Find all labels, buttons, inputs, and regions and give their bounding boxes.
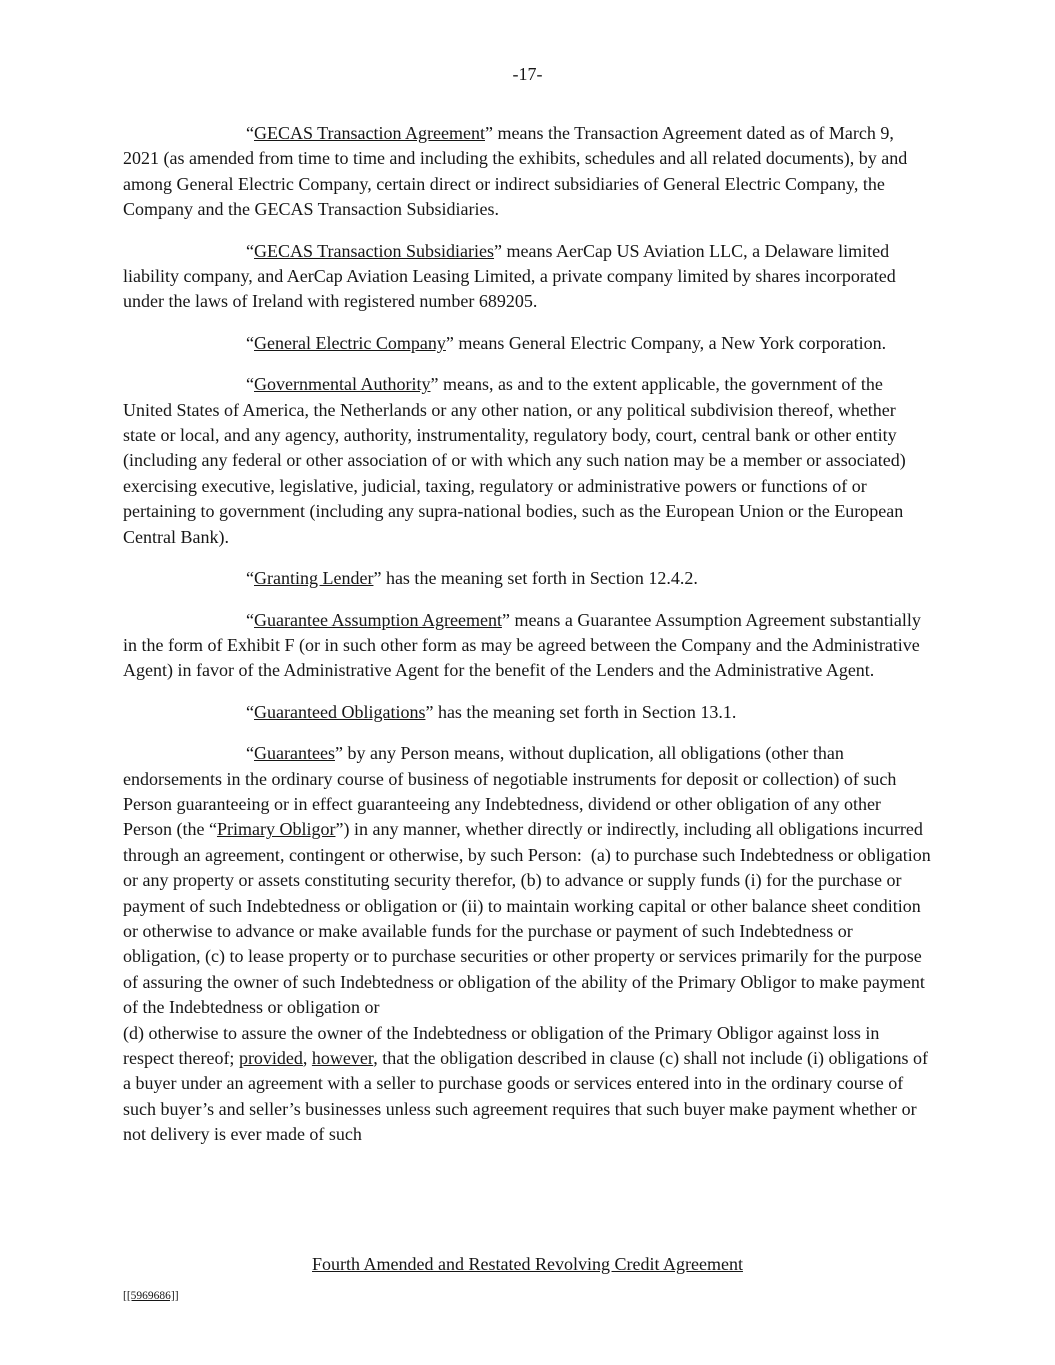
text-run: (d) otherwise to assure the owner of the Indebtedness or obligation of the Primary Obligor against loss in respect thereof;	[123, 1022, 880, 1068]
defined-term: GECAS Transaction Subsidiaries	[254, 240, 495, 261]
defined-term: Granting Lender	[254, 568, 374, 589]
text-run: , that the obligation described in clause (c) shall not include (i) obligations of a buyer under an agreement with a seller to purchase goods or services entered into in the ordinary course of such buyer’s and seller’s businesses unless such agreement requires that such buyer make payment whether or not delivery is ever made of such	[123, 1048, 929, 1145]
definition-paragraph	[123, 331, 931, 356]
text-run: “	[246, 609, 254, 630]
defined-term: Guaranteed Obligations	[254, 701, 426, 722]
definition-paragraph	[123, 700, 931, 725]
defined-term: Primary Obligor	[216, 819, 336, 840]
text-run: “	[246, 123, 254, 143]
text-run: ” means, as and to the extent applicable, the government of the United States of America, the Netherlands or any other nation, or any political subdivision thereof, whether state or local, and any agency, authority, instrumentality, regulatory body, court, central bank or other entity (including any federal or other association of or with which any such nation may be a member or associated) exercising executive, legislative, judicial, taxing, regulatory or administrative powers or functions of or pertaining to government (including any supra-national bodies, such as the European Union or the European Central Bank).	[123, 374, 906, 547]
document-id-stamp: [[5969686]]	[123, 1290, 179, 1302]
defined-term: Guarantees	[254, 743, 335, 764]
text-run: “	[246, 374, 254, 395]
defined-term: Governmental Authority	[254, 374, 431, 395]
definition-paragraph	[123, 372, 931, 550]
document-body	[123, 121, 931, 1164]
text-run: ” means a Guarantee Assumption Agreement substantially in the form of Exhibit F (or in such other form as may be agreed between the Company and the Administrative Agent) in favor of the Administrative Agent for the benefit of the Lenders and the Administrative Agent.	[123, 609, 921, 681]
definition-paragraph	[123, 608, 931, 684]
definition-paragraph	[123, 741, 931, 1148]
text-run: ”) in any manner, whether directly or indirectly, including all obligations incurred through an agreement, contingent or otherwise, by such Person: (a) to purchase such Indebtedness or obligation or any property or assets constituting security therefor, (b) to advance or supply funds (i) for the purchase or payment of such Indebtedness or obligation or (ii) to maintain working capital or other balance sheet condition or otherwise to advance or make available funds for the purchase or payment of such Indebtedness or obligation, (c) to lease property or to purchase securities or other property or services primarily for the purpose of assuring the owner of such Indebtedness or obligation of the ability of the Primary Obligor to make payment of the Indebtedness or obligation or	[123, 819, 931, 1018]
defined-term: Guarantee Assumption Agreement	[254, 609, 502, 630]
footer-title: Fourth Amended and Restated Revolving Credit Agreement	[312, 1254, 743, 1274]
text-run: “	[246, 743, 254, 764]
text-run: ” by any Person means, without duplication, all obligations (other than endorsements in the ordinary course of business of negotiable instruments for deposit or collection) of such Person guaranteeing or in effect guaranteeing any Indebtedness, dividend or other obligation of any other Person (the “	[123, 743, 897, 840]
definition-paragraph	[123, 566, 931, 591]
defined-term: provided	[238, 1048, 303, 1068]
defined-term: GECAS Transaction Agreement	[254, 123, 485, 143]
text-run: ” has the meaning set forth in Section 13.1.	[425, 701, 737, 722]
text-run: ,	[302, 1048, 312, 1068]
page-number: -17-	[512, 64, 543, 84]
definition-paragraph	[123, 239, 931, 315]
text-run: “	[246, 332, 254, 353]
text-run: ” has the meaning set forth in Section 12.4.2.	[373, 568, 698, 589]
text-run: “	[246, 240, 254, 261]
definition-paragraph	[123, 121, 931, 223]
text-run: “	[246, 568, 254, 589]
defined-term: however	[311, 1048, 374, 1068]
text-run: ” means AerCap US Aviation LLC, a Delaware limited liability company, and AerCap Aviation Leasing Limited, a private company limited by shares incorporated under the laws of Ireland with registered number 689205.	[123, 240, 896, 312]
defined-term: General Electric Company	[254, 332, 446, 353]
text-run: ” means the Transaction Agreement dated as of March 9, 2021 (as amended from time to time and including the exhibits, schedules and all related documents), by and among General Electric Company, certain direct or indirect subsidiaries of General Electric Company, the Company and the GECAS Transaction Subsidiaries.	[123, 123, 908, 220]
text-run: “	[246, 701, 254, 722]
text-run: ” means General Electric Company, a New York corporation.	[445, 332, 887, 353]
